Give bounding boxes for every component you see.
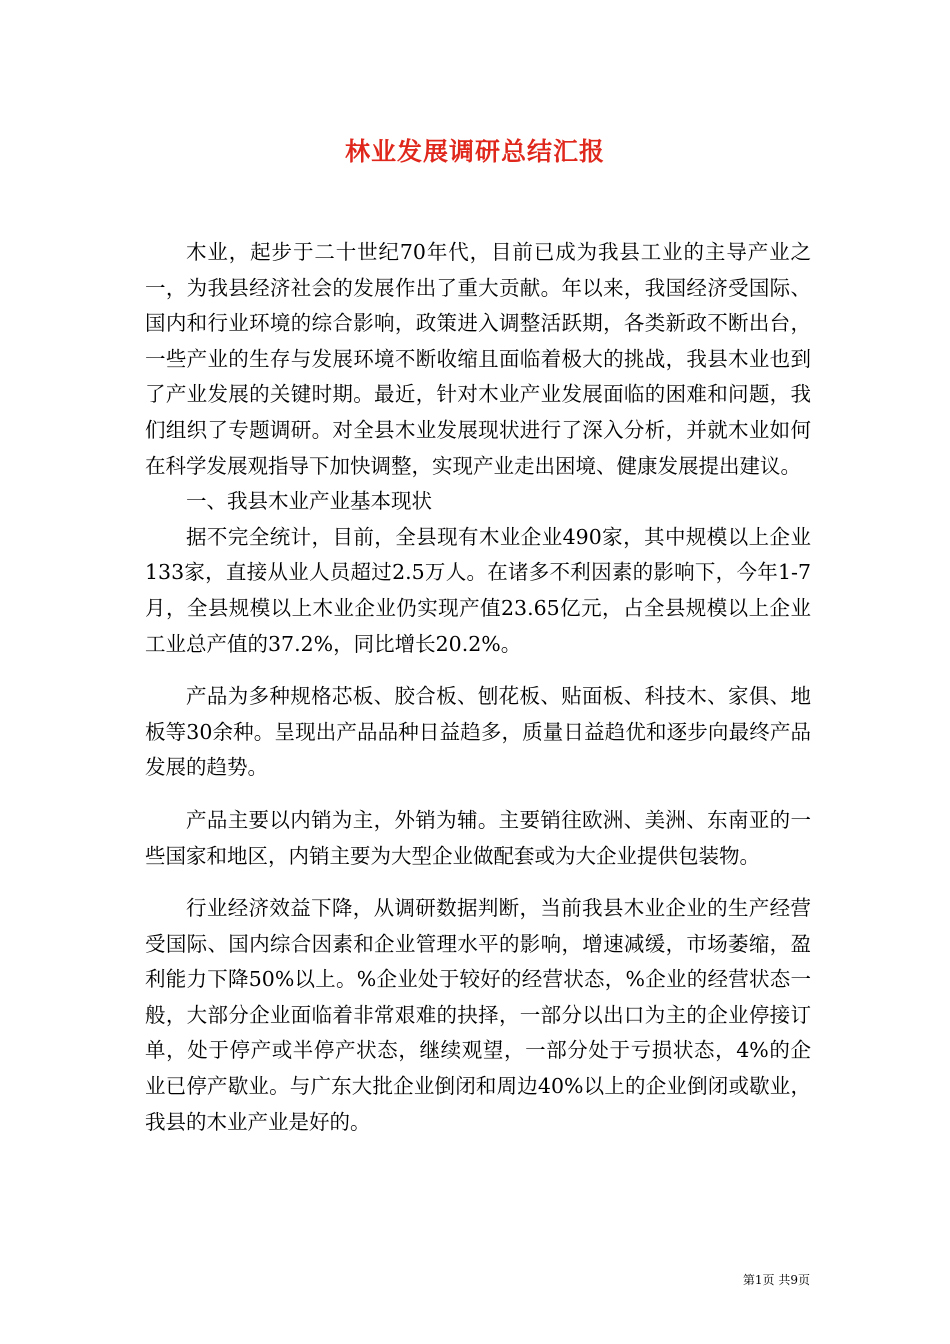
document-title: 林业发展调研总结汇报 (344, 137, 605, 166)
paragraph-statistics: 据不完全统计，目前，全县现有木业企业490家，其中规模以上企业133家，直接从业人员超过2.5万人。在诸多不利因素的影响下，今年1-7月，全县规模以上木业企业仍实现产值23.65亿元，占全县规模以上企业工业总产值的37.2%，同比增长20.2%。 (145, 524, 811, 656)
paragraph-products: 产品为多种规格芯板、胶合板、刨花板、贴面板、科技木、家俱、地板等30余种。呈现出产品品种日益趋多，质量日益趋优和逐步向最终产品发展的趋势。 (145, 684, 811, 780)
paragraph-intro: 木业，起步于二十世纪70年代，目前已成为我县工业的主导产业之一，为我县经济社会的发展作出了重大贡献。年以来，我国经济受国际、国内和行业环境的综合影响，政策进入调整活跃期，各类新政不断出台，一些产业的生存与发展环境不断收缩且面临着极大的挑战，我县木业也到了产业发展的关键时期。最近，针对木业产业发展面临的困难和问题，我们组织了专题调研。对全县木业发展现状进行了深入分析，并就木业如何在科学发展观指导下加快调整，实现产业走出困境、健康发展提出建议。 (145, 240, 811, 478)
document-body (145, 235, 811, 1140)
paragraph-sales: 产品主要以内销为主，外销为辅。主要销往欧洲、美洲、东南亚的一些国家和地区，内销主要为大型企业做配套或为大企业提供包装物。 (145, 807, 811, 868)
paragraph-benefits: 行业经济效益下降，从调研数据判断，当前我县木业企业的生产经营受国际、国内综合因素和企业管理水平的影响，增速减缓，市场萎缩，盈利能力下降50%以上。%企业处于较好的经营状态，%企业的经营状态一般，大部分企业面临着非常艰难的抉择，一部分以出口为主的企业停接订单，处于停产或半停产状态，继续观望，一部分处于亏损状态，4%的企业已停产歇业。与广东大批企业倒闭和周边40%以上的企业倒闭或歇业，我县的木业产业是好的。 (145, 896, 811, 1134)
page-number-footer: 第1页 共9页 (742, 1273, 810, 1287)
section-heading: 一、我县木业产业基本现状 (186, 489, 432, 514)
